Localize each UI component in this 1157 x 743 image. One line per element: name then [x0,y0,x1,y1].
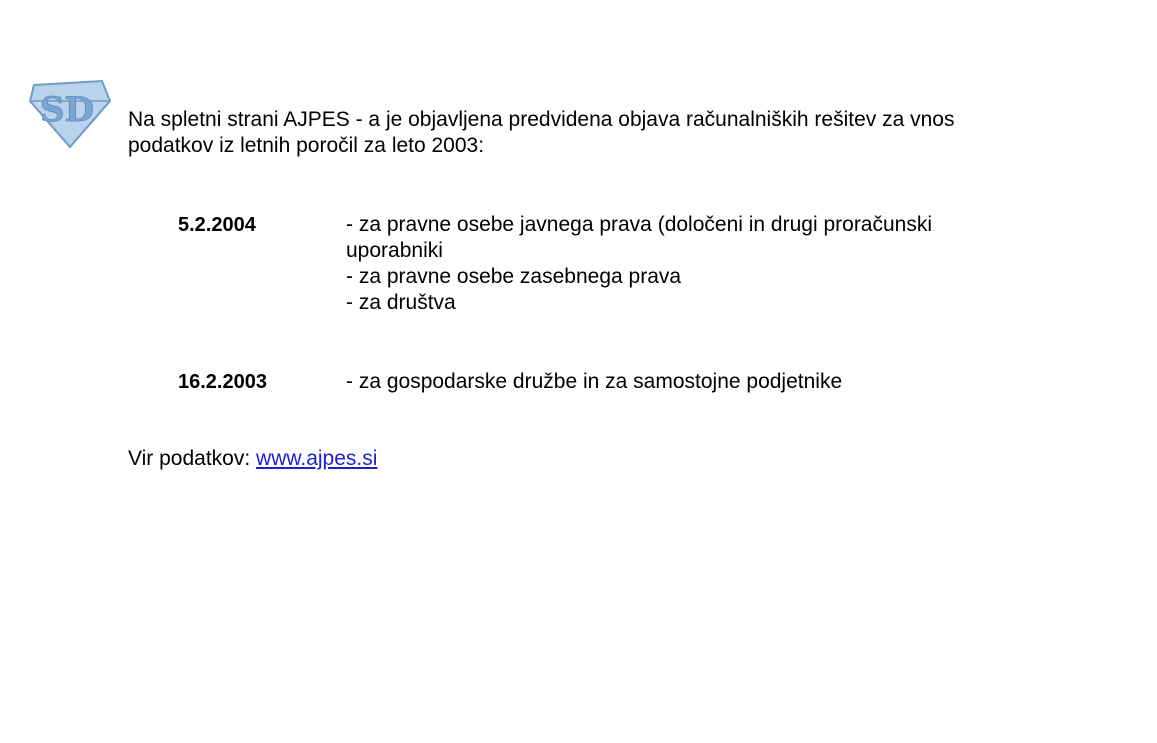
source-line [128,446,377,472]
company-logo [26,77,112,149]
intro-paragraph [128,107,1088,159]
diamond-logo-icon [26,77,112,149]
intro-line-2: podatkov iz letnih poročil za leto 2003: [128,134,485,157]
logo-lettering: SD [40,90,95,130]
source-label: Vir podatkov: [128,447,251,470]
release-line: - za pravne osebe javnega prava (določeni in drugi proračunski [346,213,933,236]
release-date: 16.2.2003 [178,371,267,393]
release-description [346,369,1046,395]
release-line: - za pravne osebe zasebnega prava [346,265,682,288]
intro-line-1: Na spletni strani AJPES - a je objavljena predvidena objava računalniških rešitev za vnos [128,108,955,131]
release-description [346,212,1046,316]
ajpes-link[interactable]: www.ajpes.si [256,447,378,470]
release-line: - za gospodarske družbe in za samostojne podjetnike [346,370,843,393]
release-line: uporabniki [346,239,443,262]
release-date: 5.2.2004 [178,214,256,236]
release-line: - za društva [346,291,456,314]
